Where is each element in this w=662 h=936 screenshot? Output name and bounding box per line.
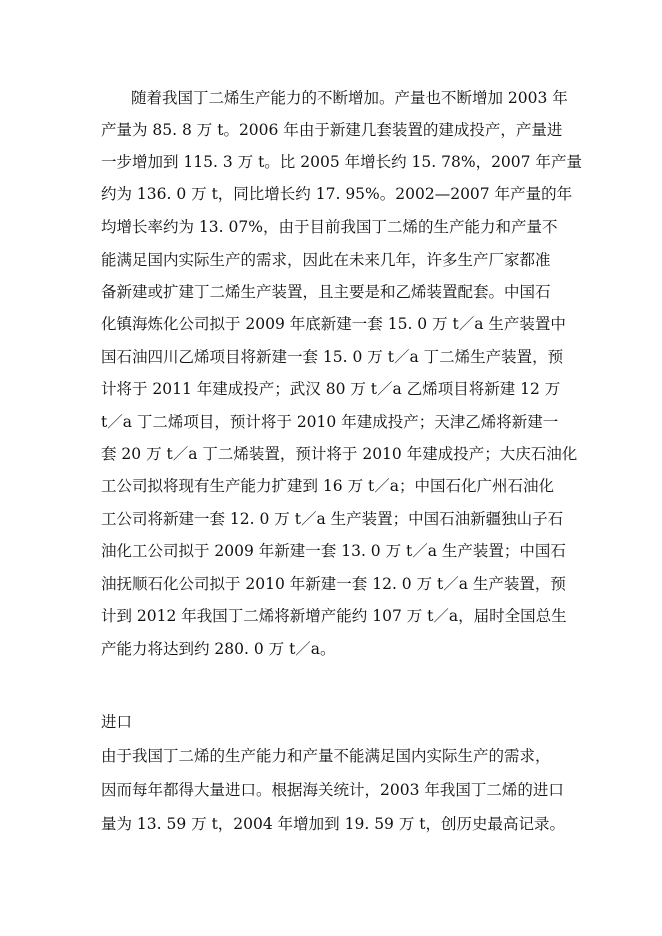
paragraph1-line-2: 产量为 85. 8 万 t。2006 年由于新建几套装置的建成投产，产量进	[101, 121, 563, 139]
paragraph1-line-16: 油抚顺石化公司拟于 2010 年新建一套 12. 0 万 t／a 生产装置，预	[101, 575, 566, 593]
paragraph2-line-3: 量为 13. 59 万 t，2004 年增加到 19. 59 万 t，创历史最高记录。	[101, 815, 565, 833]
section-heading: 进口	[101, 713, 133, 731]
paragraph1-line-7: 备新建或扩建丁二烯生产装置，且主要是和乙烯装置配套。中国石	[101, 283, 551, 301]
paragraph1-line-5: 均增长率约为 13. 07%，由于目前我国丁二烯的生产能力和产量不	[101, 218, 558, 236]
paragraph1-line-12: 套 20 万 t／a 丁二烯装置，预计将于 2010 年建成投产；大庆石油化	[101, 445, 578, 463]
paragraph2-line-1: 由于我国丁二烯的生产能力和产量不能满足国内实际生产的需求，	[101, 747, 551, 765]
paragraph1-line-9: 国石油四川乙烯项目将新建一套 15. 0 万 t／a 丁二烯生产装置，预	[101, 348, 564, 366]
paragraph1-line-18: 产能力将达到约 280. 0 万 t／a。	[101, 640, 336, 658]
paragraph1-line-4: 约为 136. 0 万 t，同比增长约 17. 95%。2002—2007 年产量的年	[101, 185, 573, 203]
paragraph1-line-14: 工公司将新建一套 12. 0 万 t／a 生产装置；中国石油新疆独山子石	[101, 510, 564, 528]
paragraph1-line-17: 计到 2012 年我国丁二烯将新增产能约 107 万 t／a，届时全国总生	[101, 607, 567, 625]
paragraph1-line-13: 工公司拟将现有生产能力扩建到 16 万 t／a；中国石化广州石油化	[101, 477, 554, 495]
paragraph1-line-15: 油化工公司拟于 2009 年新建一套 13. 0 万 t／a 生产装置；中国石	[101, 542, 566, 560]
paragraph2-line-2: 因而每年都得大量进口。根据海关统计，2003 年我国丁二烯的进口	[101, 781, 564, 799]
paragraph1-line-11: t／a 丁二烯项目，预计将于 2010 年建成投产；天津乙烯将新建一	[101, 413, 559, 431]
paragraph1-line-3: 一步增加到 115. 3 万 t。比 2005 年增长约 15. 78%，2007 年产量	[101, 153, 582, 171]
paragraph1-line-10: 计将于 2011 年建成投产；武汉 80 万 t／a 乙烯项目将新建 12 万	[101, 380, 561, 398]
paragraph1-line-8: 化镇海炼化公司拟于 2009 年底新建一套 15. 0 万 t／a 生产装置中	[101, 315, 566, 333]
paragraph1-line-1: 随着我国丁二烯生产能力的不断增加。产量也不断增加 2003 年	[131, 89, 568, 107]
paragraph1-line-6: 能满足国内实际生产的需求，因此在未来几年，许多生产厂家都准	[101, 251, 551, 269]
